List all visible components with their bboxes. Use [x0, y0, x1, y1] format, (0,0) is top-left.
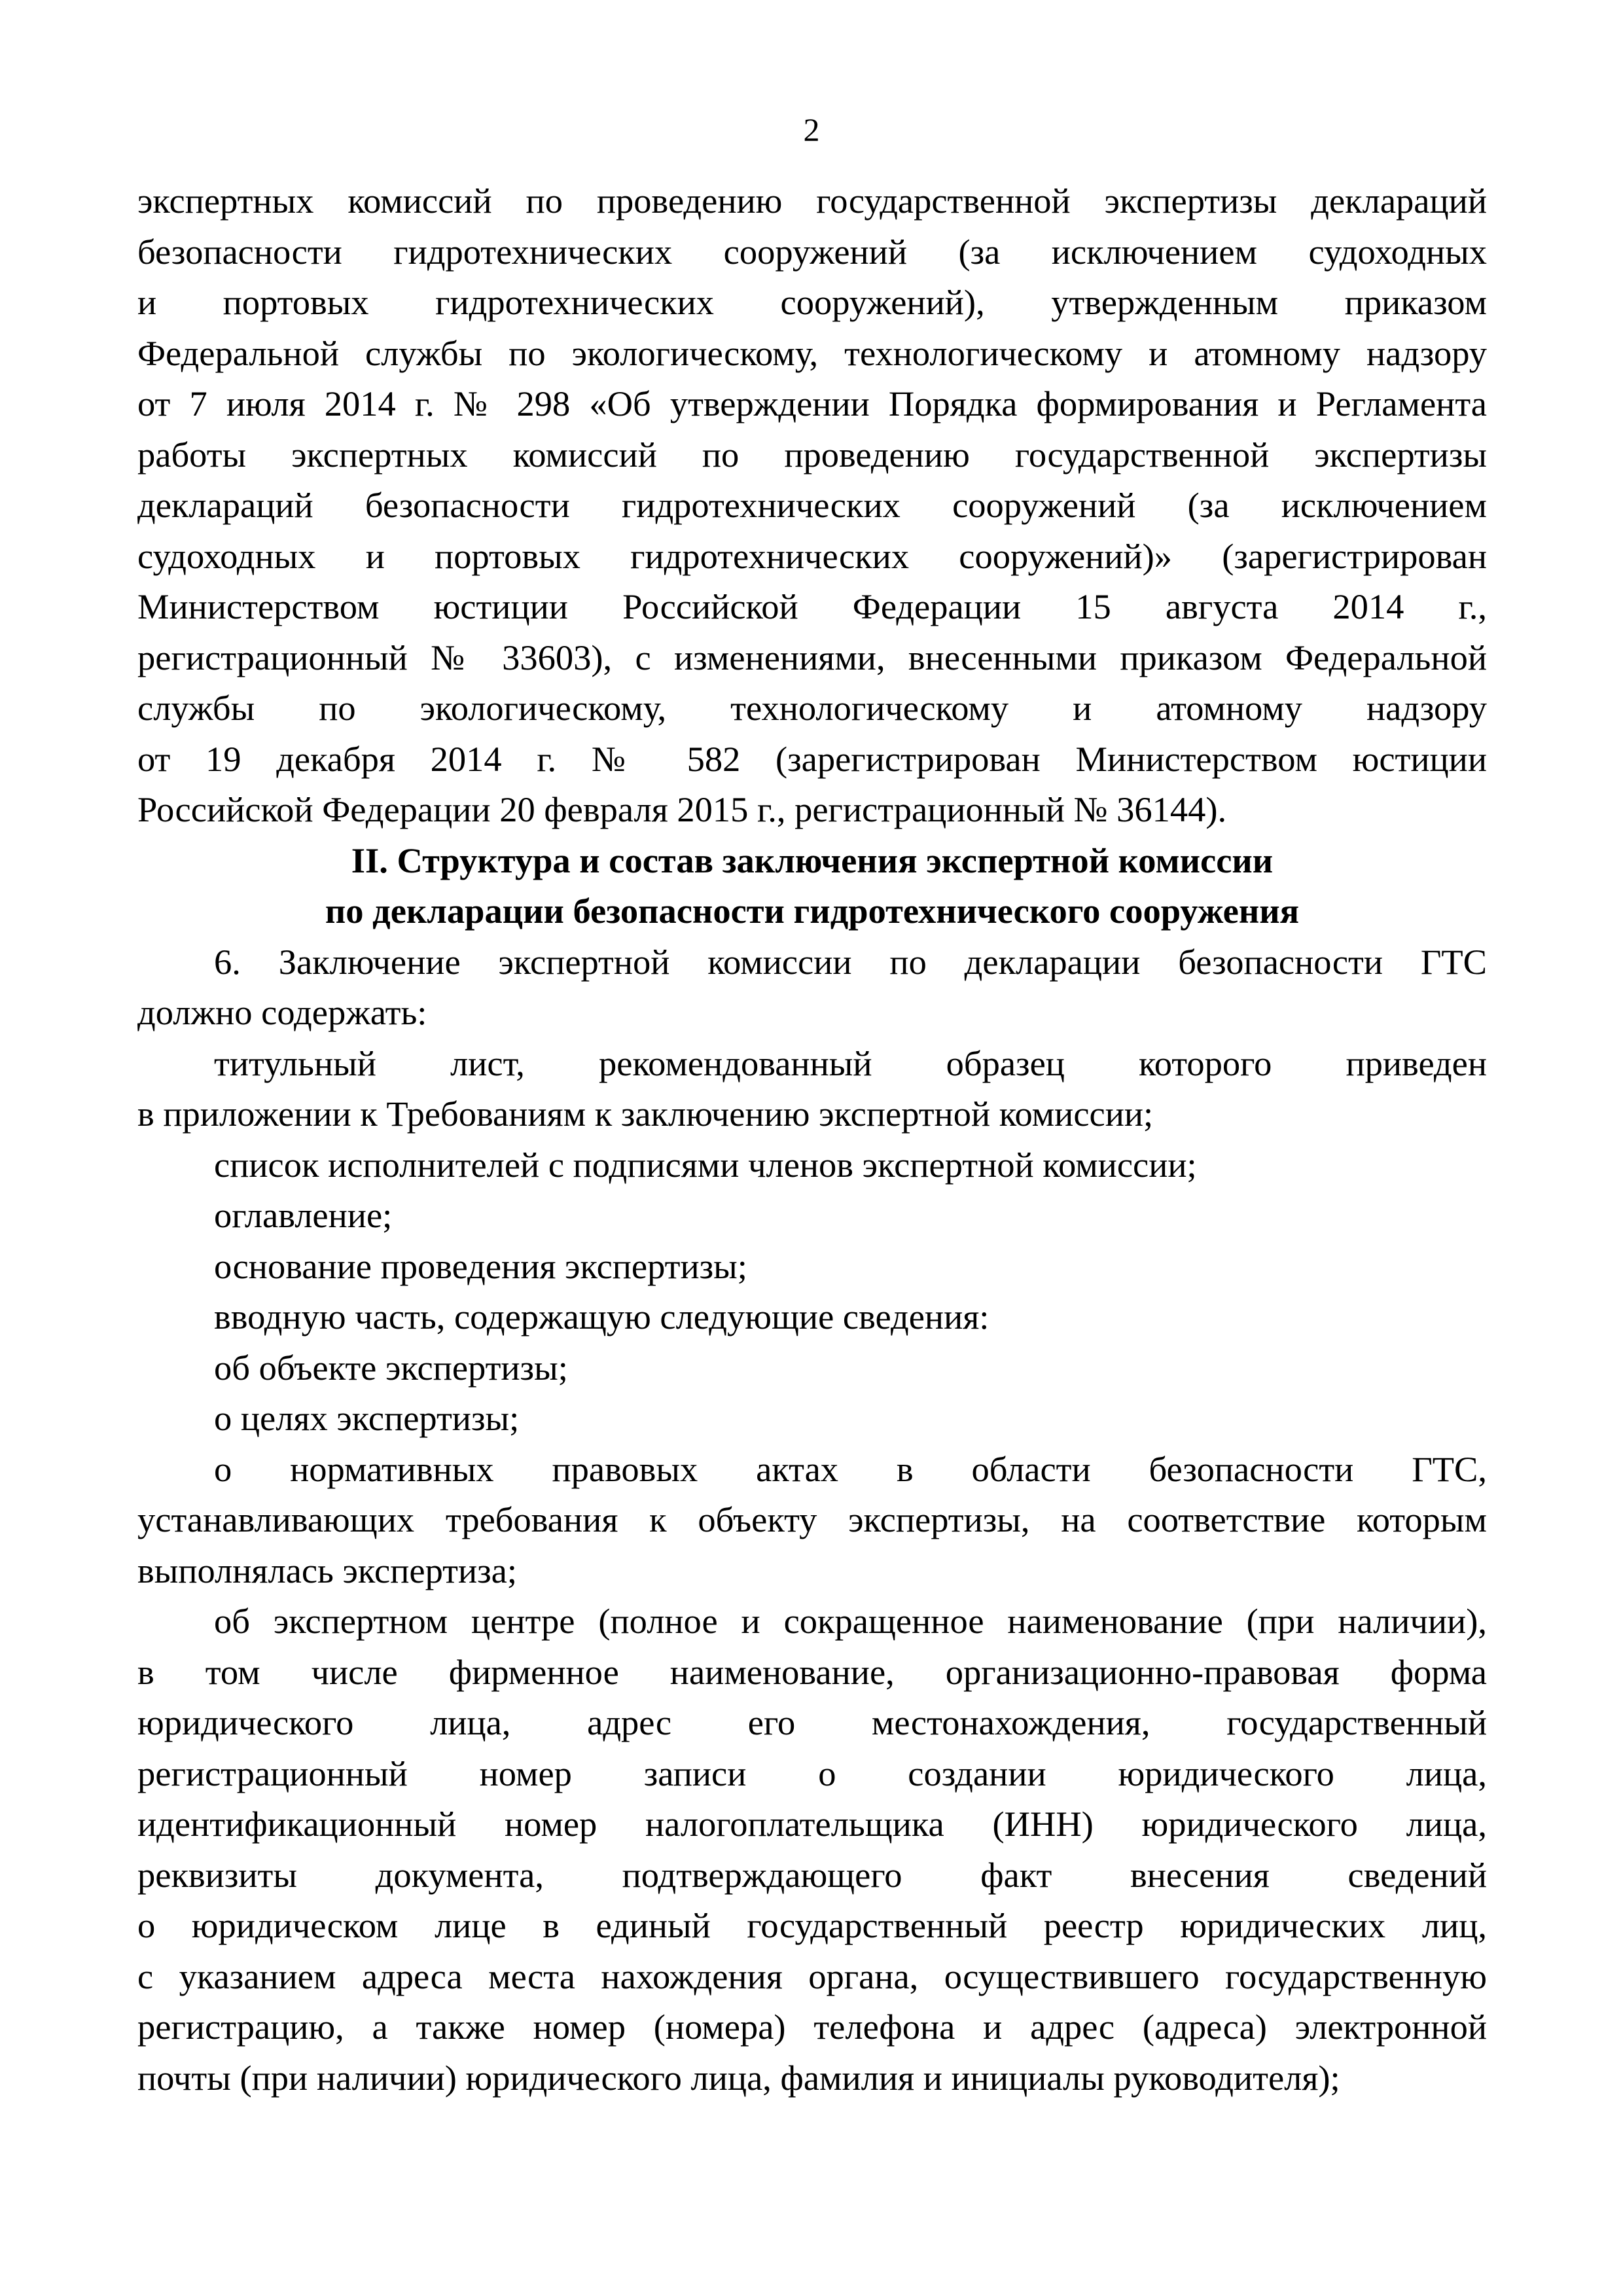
document-body	[137, 175, 1487, 2103]
paragraph-line: Федеральной службы по экологическому, технологическому и атомному надзору	[137, 332, 1487, 373]
list-item-line: титульный лист, рекомендованный образец которого приведен	[214, 1043, 1487, 1083]
paragraph-line: Российской Федерации 20 февраля 2015 г., регистрационный № 36144).	[137, 789, 1227, 829]
section-heading: по декларации безопасности гидротехнического сооружения	[325, 891, 1300, 931]
section-heading: II. Структура и состав заключения экспертной комиссии	[351, 840, 1274, 880]
list-item-line: о юридическом лице в единый государственный реестр юридических лиц,	[137, 1905, 1487, 1945]
paragraph-line: безопасности гидротехнических сооружений (за исключением судоходных	[137, 231, 1487, 272]
paragraph-line: работы экспертных комиссий по проведению государственной экспертизы	[137, 434, 1487, 475]
list-item-line: о нормативных правовых актах в области безопасности ГТС,	[214, 1448, 1487, 1489]
paragraph-line: службы по экологическому, технологическому и атомному надзору	[137, 688, 1487, 728]
paragraph-line: судоходных и портовых гидротехнических сооружений)» (зарегистрирован	[137, 535, 1487, 576]
list-item-line: о целях экспертизы;	[214, 1398, 520, 1438]
paragraph-line: регистрационный № 33603), с изменениями, внесенными приказом Федеральной	[137, 637, 1487, 677]
list-item-line: в приложении к Требованиям к заключению экспертной комиссии;	[137, 1094, 1154, 1134]
paragraph-line: от 7 июля 2014 г. № 298 «Об утверждении Порядка формирования и Регламента	[137, 384, 1487, 423]
page-number: 2	[803, 111, 820, 148]
list-item-line: устанавливающих требования к объекту экспертизы, на соответствие которым	[137, 1499, 1487, 1539]
paragraph-line: и портовых гидротехнических сооружений), утвержденным приказом	[137, 282, 1487, 322]
list-item-line: об объекте экспертизы;	[214, 1347, 568, 1388]
list-item-line: выполнялась экспертиза;	[137, 1550, 517, 1590]
list-item-line: регистрацию, а также номер (номера) телефона и адрес (адреса) электронной	[137, 2007, 1487, 2047]
list-item-line: регистрационный номер записи о создании юридического лица,	[137, 1753, 1487, 1793]
paragraph-line: Министерством юстиции Российской Федерации 15 августа 2014 г.,	[137, 586, 1487, 626]
list-item-line: идентификационный номер налогоплательщика (ИНН) юридического лица,	[137, 1804, 1487, 1844]
list-item-line: оглавление;	[214, 1195, 393, 1235]
paragraph-line: деклараций безопасности гидротехнических сооружений (за исключением	[137, 485, 1487, 525]
list-item-line: список исполнителей с подписями членов экспертной комиссии;	[214, 1144, 1197, 1185]
list-item-line: почты (при наличии) юридического лица, фамилия и инициалы руководителя);	[137, 2057, 1340, 2098]
paragraph-line: экспертных комиссий по проведению государственной экспертизы деклараций	[137, 181, 1487, 221]
list-item-line: вводную часть, содержащую следующие сведения:	[214, 1297, 990, 1336]
list-item-line: реквизиты документа, подтверждающего факт внесения сведений	[137, 1854, 1487, 1895]
list-item-line: основание проведения экспертизы;	[214, 1246, 747, 1286]
paragraph-line: от 19 декабря 2014 г. № 582 (зарегистрирован Министерством юстиции	[137, 738, 1487, 779]
paragraph-line: должно содержать:	[137, 992, 427, 1032]
paragraph-line: 6. Заключение экспертной комиссии по декларации безопасности ГТС	[214, 941, 1487, 982]
list-item-line: в том числе фирменное наименование, организационно-правовая форма	[137, 1651, 1487, 1692]
list-item-line: об экспертном центре (полное и сокращенное наименование (при наличии),	[214, 1601, 1487, 1641]
list-item-line: юридического лица, адрес его местонахождения, государственный	[137, 1702, 1487, 1742]
list-item-line: с указанием адреса места нахождения органа, осуществившего государственную	[137, 1956, 1487, 1996]
